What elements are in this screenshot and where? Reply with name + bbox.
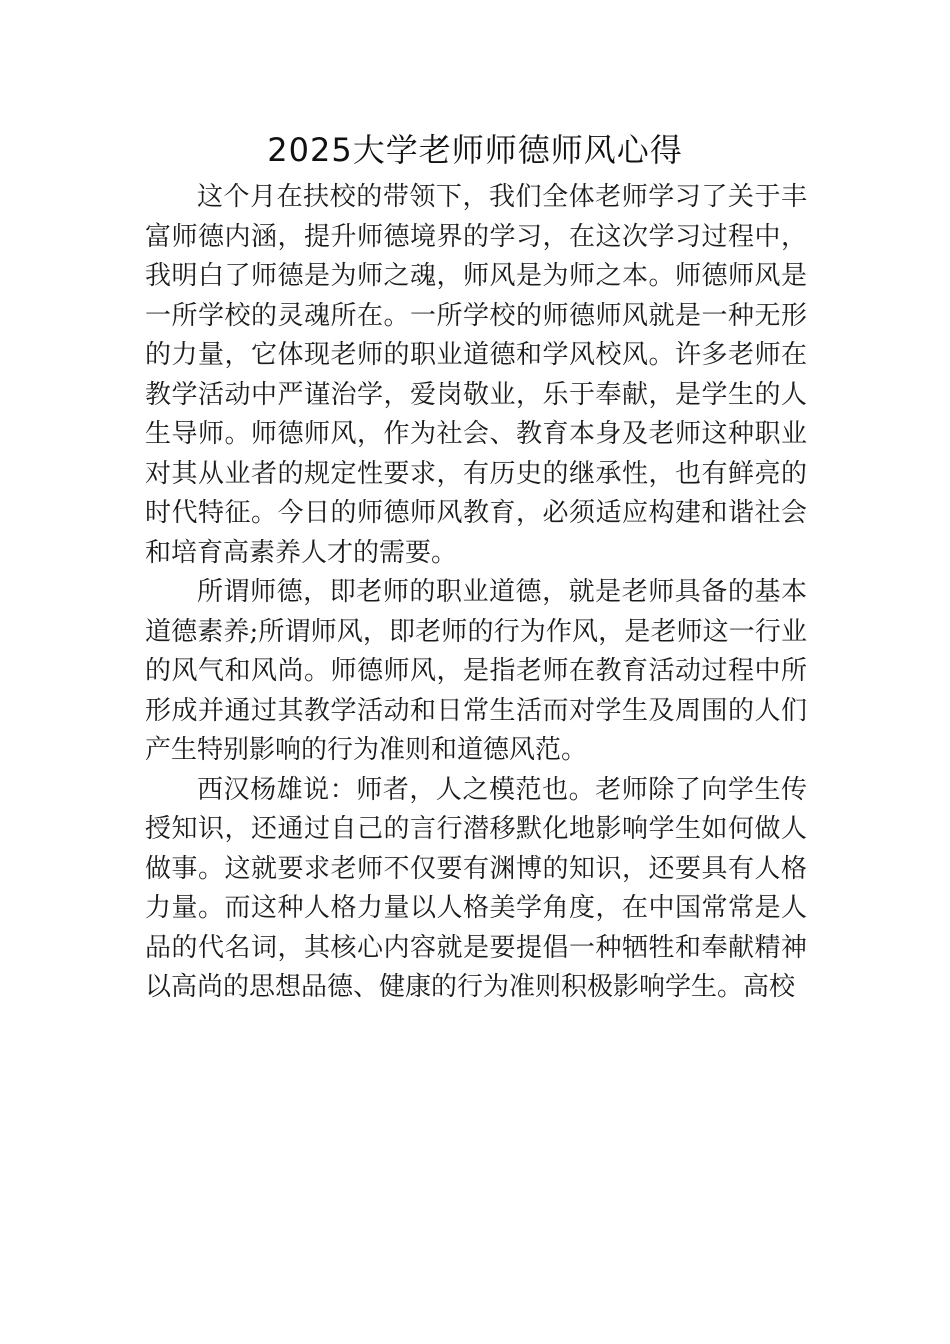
paragraph-3: 西汉杨雄说：师者，人之模范也。老师除了向学生传授知识，还通过自己的言行潜移默化地影响学生如何做人做事。这就要求老师不仅要有渊博的知识，还要具有人格力量。而这种人格力量以人格美学角度，在中国常常是人品的代名词，其核心内容就是要提倡一种牺牲和奉献精神以高尚的思想品德、健康的行为准则积极影响学生。高校: [145, 774, 807, 1002]
document-body: [145, 178, 807, 1008]
paragraph-1: 这个月在扶校的带领下，我们全体老师学习了关于丰富师德内涵，提升师德境界的学习，在这次学习过程中，我明白了师德是为师之魂，师风是为师之本。师德师风是一所学校的灵魂所在。一所学校的师德师风就是一种无形的力量，它体现老师的职业道德和学风校风。许多老师在教学活动中严谨治学，爱岗敬业，乐于奉献，是学生的人生导师。师德师风，作为社会、教育本身及老师这种职业对其从业者的规定性要求，有历史的继承性，也有鲜亮的时代特征。今日的师德师风教育，必须适应构建和谐社会和培育高素养人才的需要。: [145, 182, 807, 568]
document-title: 2025大学老师师德师风心得: [267, 131, 683, 169]
paragraph-2: 所谓师德，即老师的职业道德，就是老师具备的基本道德素养;所谓师风，即老师的行为作风，是老师这一行业的风气和风尚。师德师风，是指老师在教育活动过程中所形成并通过其教学活动和日常生活而对学生及周围的人们产生特别影响的行为准则和道德风范。: [145, 577, 807, 765]
